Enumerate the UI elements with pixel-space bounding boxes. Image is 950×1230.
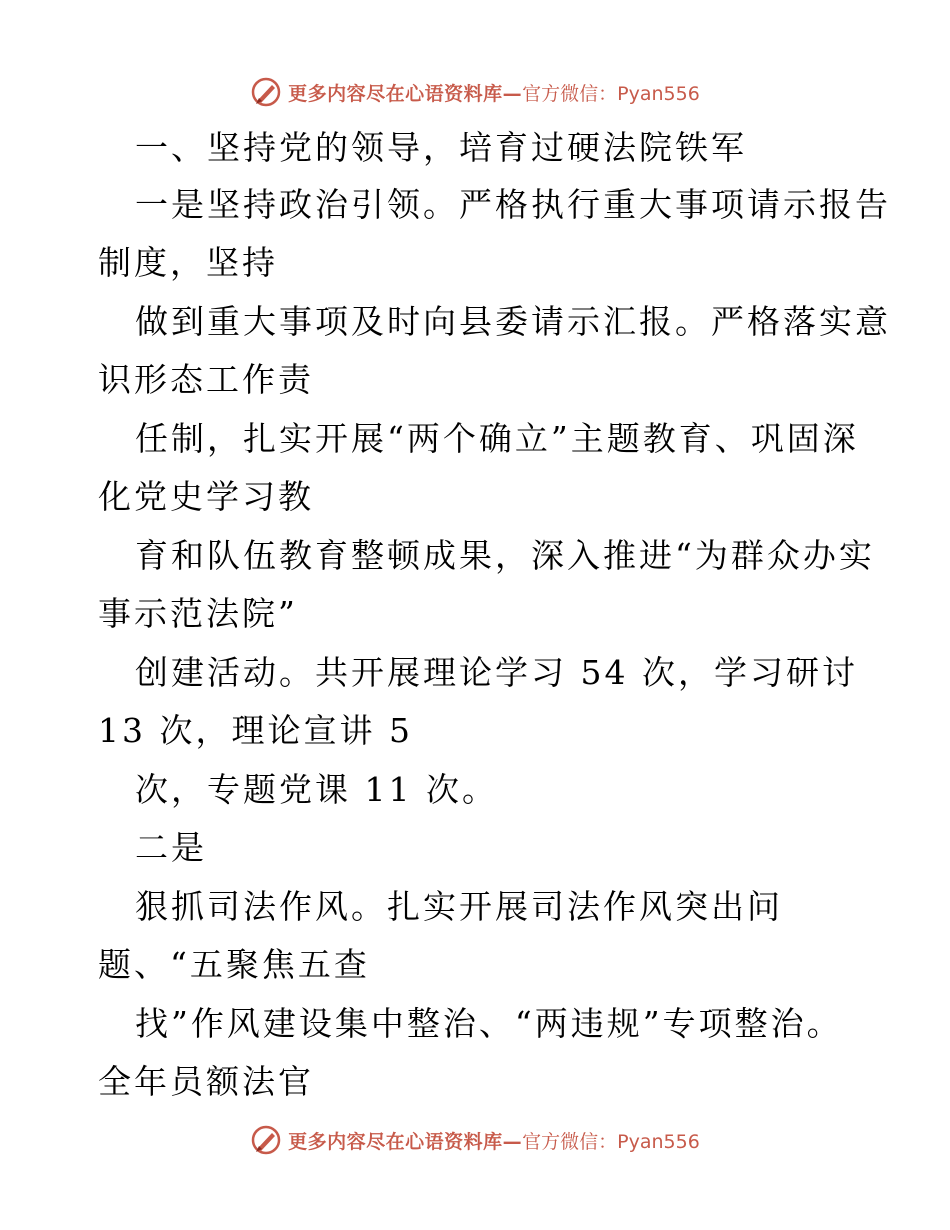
text-line: 化党史学习教	[98, 477, 314, 516]
text-line: 13 次，理论宣讲 5	[98, 711, 413, 750]
text-line: 做到重大事项及时向县委请示汇报。严格落实意	[135, 302, 891, 341]
text-line: 一是坚持政治引领。严格执行重大事项请示报告	[135, 185, 891, 224]
header-watermark	[0, 72, 950, 112]
watermark-wechat: 官方微信：Pyan556	[522, 1130, 700, 1153]
text-line: 识形态工作责	[98, 360, 314, 399]
text-line: 育和队伍教育整顿成果，深入推进“为群众办实	[135, 536, 875, 575]
pen-logo-icon	[250, 1124, 282, 1156]
watermark-wechat: 官方微信：Pyan556	[522, 82, 700, 105]
text-line: 二是	[135, 828, 207, 867]
text-line: 事示范法院”	[98, 594, 298, 633]
watermark-text: 更多内容尽在心语资料库—	[288, 82, 523, 105]
text-line: 任制，扎实开展“两个确立”主题教育、巩固深	[135, 419, 859, 458]
text-line: 全年员额法官	[98, 1062, 314, 1101]
text-line: 狠抓司法作风。扎实开展司法作风突出问	[135, 887, 783, 926]
pen-logo-icon	[250, 76, 282, 108]
text-line: 创建活动。共开展理论学习 54 次，学习研讨	[135, 653, 858, 692]
watermark-text: 更多内容尽在心语资料库—	[288, 1130, 523, 1153]
text-line: 制度，坚持	[98, 243, 278, 282]
text-line: 找”作风建设集中整治、“两违规”专项整治。	[135, 1004, 843, 1043]
footer-watermark	[0, 1120, 950, 1160]
section-heading: 一、坚持党的领导，培育过硬法院铁军	[135, 128, 747, 167]
text-line: 题、“五聚焦五查	[98, 945, 370, 984]
text-line: 次，专题党课 11 次。	[135, 770, 498, 809]
